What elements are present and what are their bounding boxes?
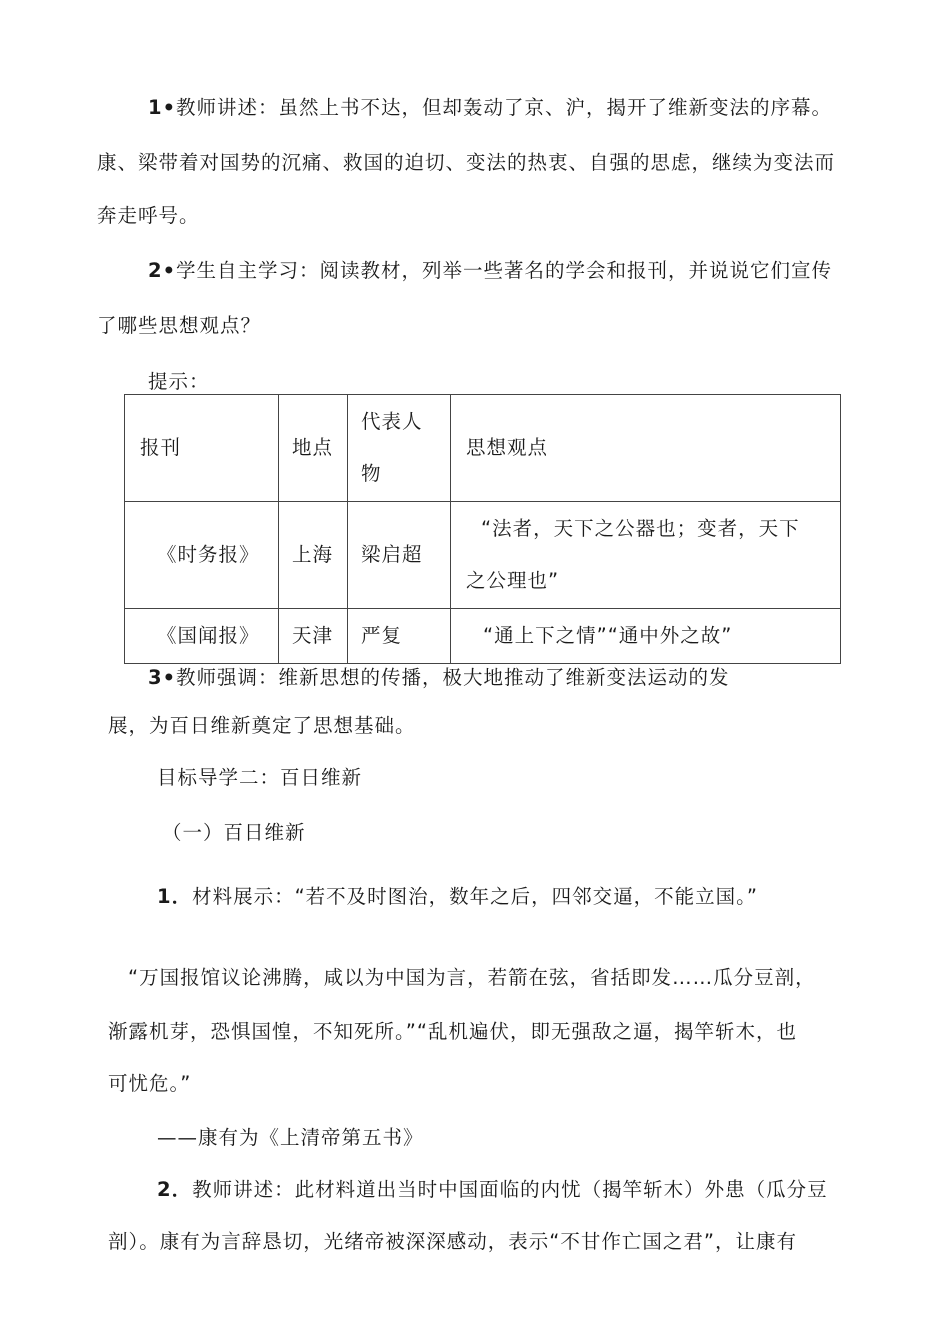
- item-number: 2•: [148, 259, 177, 282]
- header-place: 地点: [279, 395, 348, 502]
- header-paper: 报刊: [125, 395, 279, 502]
- cell-view: [451, 502, 841, 609]
- item-2-line-1: [157, 1180, 828, 1200]
- header-view: 思想观点: [451, 395, 841, 502]
- item-1-material: [157, 887, 758, 907]
- cell-place: 上海: [279, 502, 348, 609]
- paragraph-2-line-2: 了哪些思想观点？: [97, 314, 262, 337]
- table-header-row: [125, 395, 841, 502]
- cell-person: 梁启超: [348, 502, 451, 609]
- quote-source: ——康有为《上清帝第五书》: [157, 1126, 424, 1149]
- quote-line-3: 可忧危。”: [108, 1072, 192, 1095]
- paragraph-text: 学生自主学习：阅读教材，列举一些著名的学会和报刊，并说说它们宣传: [176, 259, 833, 282]
- item-number: 1•: [148, 96, 177, 119]
- paragraph-3-line-1: [148, 668, 730, 688]
- paragraph-1-line-3: 奔走呼号。: [97, 204, 200, 227]
- cell-person: 严复: [348, 609, 451, 664]
- paragraph-3-line-2: 展，为百日维新奠定了思想基础。: [108, 714, 416, 737]
- cell-view-line1: “法者，天下之公器也；变者，天下: [481, 517, 800, 540]
- header-person-part1: 代表人: [361, 410, 423, 433]
- cell-view: “通上下之情”“通中外之故”: [451, 609, 841, 664]
- header-person: [348, 395, 451, 502]
- hint-label: 提示：: [148, 370, 210, 393]
- header-person-part2: 物: [361, 462, 382, 485]
- paragraph-2-line-1: [148, 261, 832, 281]
- cell-paper: 《时务报》: [125, 502, 279, 609]
- table-row: [125, 609, 841, 664]
- item-number: 1．: [157, 885, 193, 908]
- paragraph-text: 教师讲述：此材料道出当时中国面临的内忧（揭竿斩木）外患（瓜分豆: [192, 1178, 828, 1201]
- newspaper-table: [124, 394, 841, 664]
- table-row: [125, 502, 841, 609]
- paragraph-1-line-1: [148, 98, 832, 118]
- quote-line-1: “万国报馆议论沸腾，咸以为中国为言，若箭在弦，省括即发……瓜分豆剖，: [128, 966, 816, 989]
- cell-paper: 《国闻报》: [125, 609, 279, 664]
- item-number: 3•: [148, 666, 177, 689]
- cell-view-line2: 之公理也”: [466, 569, 560, 592]
- section-goal-2: 目标导学二：百日维新: [157, 766, 363, 789]
- quote-line-2: 渐露机芽，恐惧国惶，不知死所。”“乱机遍伏，即无强敌之逼，揭竿斩木，也: [108, 1020, 797, 1043]
- paragraph-text: 教师强调：维新思想的传播，极大地推动了维新变法运动的发: [176, 666, 730, 689]
- paragraph-text: 材料展示：“若不及时图治，数年之后，四邻交逼，不能立国。”: [192, 885, 759, 908]
- cell-place: 天津: [279, 609, 348, 664]
- item-2-line-2: 剖）。康有为言辞恳切，光绪帝被深深感动，表示“不甘作亡国之君”，让康有: [108, 1230, 797, 1253]
- item-number: 2．: [157, 1178, 193, 1201]
- paragraph-1-line-2: 康、梁带着对国势的沉痛、救国的迫切、变法的热衷、自强的思虑，继续为变法而: [97, 151, 836, 174]
- paragraph-text: 教师讲述：虽然上书不达，但却轰动了京、沪，揭开了维新变法的序幕。: [176, 96, 833, 119]
- subsection-1: （一）百日维新: [162, 821, 306, 844]
